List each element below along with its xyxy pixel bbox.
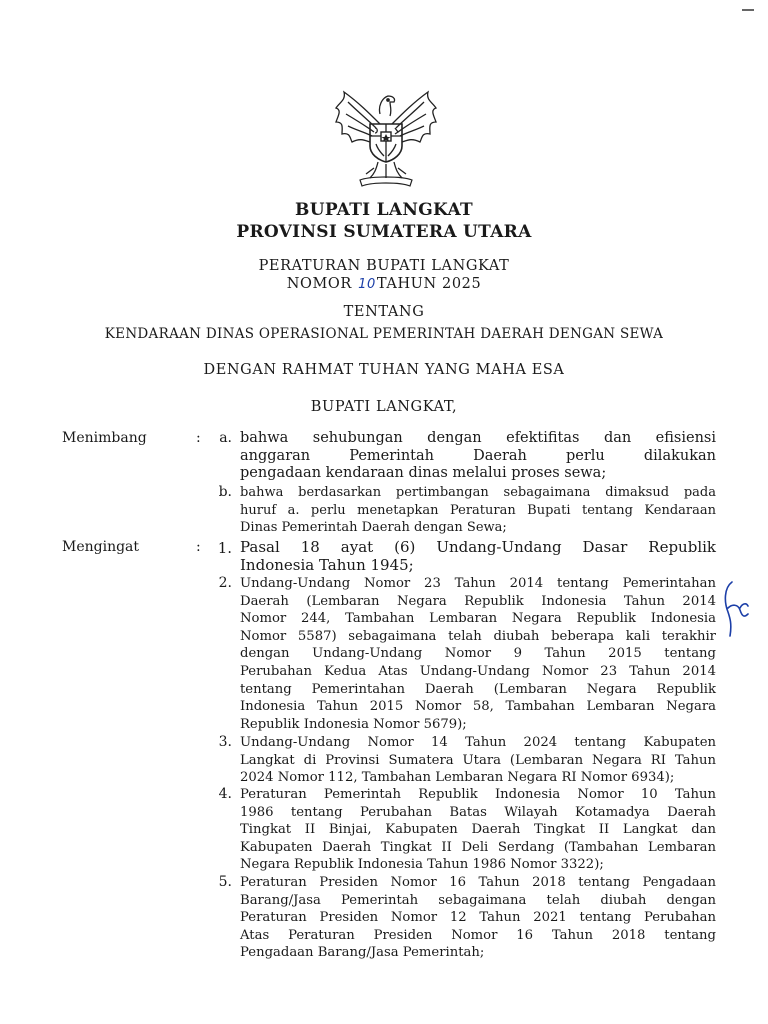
- text-line: Dinas Pemerintah Daerah dengan Sewa;: [240, 520, 507, 536]
- menimbang-marker-b: b.: [218, 484, 232, 500]
- text-line: Daerah (Lembaran Negara Republik Indonesia Tahun 2014: [240, 593, 716, 609]
- invocation: DENGAN RAHMAT TUHAN YANG MAHA ESA: [203, 362, 565, 378]
- mengingat-marker-1: 1.: [217, 539, 232, 557]
- mengingat-marker-3: 3.: [218, 734, 232, 750]
- text-line: Pasal 18 ayat (6) Undang-Undang Dasar Republik: [240, 538, 716, 556]
- text-line: bahwa sehubungan dengan efektifitas dan efisiensi: [240, 430, 716, 446]
- text-line: Tingkat II Binjai, Kabupaten Daerah Tingkat II Langkat dan: [240, 822, 716, 838]
- regulation-type: PERATURAN BUPATI LANGKAT: [258, 258, 510, 274]
- number-suffix: TAHUN 2025: [376, 276, 482, 292]
- text-line: Atas Peraturan Presiden Nomor 16 Tahun 2018 tentang: [240, 927, 716, 943]
- text-line: bahwa berdasarkan pertimbangan sebagaimana dimaksud pada: [240, 485, 716, 500]
- text-line: Barang/Jasa Pemerintah sebagaimana telah diubah dengan: [240, 892, 716, 908]
- text-line: dengan Undang-Undang Nomor 9 Tahun 2015 tentang: [240, 646, 716, 662]
- text-line: Langkat di Provinsi Sumatera Utara (Lembaran Negara RI Tahun: [240, 752, 716, 768]
- mengingat-marker-5: 5.: [218, 874, 232, 890]
- text-line: Peraturan Presiden Nomor 16 Tahun 2018 tentang Pengadaan: [240, 875, 716, 890]
- scan-mark: [742, 9, 754, 11]
- menimbang-label: Menimbang: [62, 430, 147, 446]
- issuer-title: BUPATI LANGKAT: [295, 200, 473, 220]
- number-prefix: NOMOR: [286, 276, 352, 292]
- mengingat-item-5: [240, 874, 716, 962]
- text-line: Nomor 244, Tambahan Lembaran Negara Republik Indonesia: [240, 611, 716, 627]
- text-line: Undang-Undang Nomor 14 Tahun 2024 tentang Kabupaten: [240, 735, 716, 750]
- text-line: Peraturan Presiden Nomor 12 Tahun 2021 tentang Perubahan: [240, 910, 716, 926]
- margin-initial-signature-icon: [718, 578, 752, 640]
- mengingat-item-2: [240, 575, 716, 733]
- issuer-province: PROVINSI SUMATERA UTARA: [236, 222, 532, 242]
- authority-line: BUPATI LANGKAT,: [310, 399, 458, 415]
- menimbang-item-a: [240, 430, 716, 483]
- text-line: 2024 Nomor 112, Tambahan Lembaran Negara RI Nomor 6934);: [240, 770, 675, 786]
- text-line: Perubahan Kedua Atas Undang-Undang Nomor 23 Tahun 2014: [240, 663, 716, 679]
- regulation-number: [0, 276, 768, 292]
- handwritten-number: 10: [358, 277, 376, 292]
- text-line: Indonesia Tahun 2015 Nomor 58, Tambahan Lembaran Negara: [240, 699, 716, 715]
- mengingat-marker-2: 2.: [218, 575, 232, 591]
- text-line: pengadaan kendaraan dinas melalui proses sewa;: [240, 465, 607, 482]
- text-line: Kabupaten Daerah Tingkat II Deli Serdang (Tambahan Lembaran: [240, 839, 716, 855]
- text-line: Nomor 5587) sebagaimana telah diubah beberapa kali terakhir: [240, 628, 716, 644]
- text-line: Republik Indonesia Nomor 5679);: [240, 716, 467, 732]
- menimbang-item-b: [240, 484, 716, 537]
- mengingat-marker-4: 4.: [218, 786, 232, 802]
- text-line: Negara Republik Indonesia Tahun 1986 Nomor 3322);: [240, 857, 604, 873]
- mengingat-colon: :: [196, 539, 201, 555]
- mengingat-item-3: [240, 734, 716, 787]
- menimbang-marker-a: a.: [219, 430, 232, 446]
- text-line: Peraturan Pemerintah Republik Indonesia Nomor 10 Tahun: [240, 787, 716, 802]
- text-line: huruf a. perlu menetapkan Peraturan Bupati tentang Kendaraan: [240, 502, 716, 518]
- about-label: TENTANG: [343, 304, 425, 320]
- text-line: 1986 tentang Perubahan Batas Wilayah Kotamadya Daerah: [240, 804, 716, 820]
- text-line: Indonesia Tahun 1945;: [240, 555, 414, 574]
- mengingat-item-1: [240, 539, 716, 574]
- garuda-emblem-icon: [330, 84, 442, 192]
- text-line: tentang Pemerintahan Daerah (Lembaran Negara Republik: [240, 681, 716, 697]
- text-line: Undang-Undang Nomor 23 Tahun 2014 tentang Pemerintahan: [240, 576, 716, 591]
- regulation-subject: KENDARAAN DINAS OPERASIONAL PEMERINTAH DAERAH DENGAN SEWA: [104, 326, 664, 342]
- text-line: Pengadaan Barang/Jasa Pemerintah;: [240, 945, 485, 961]
- menimbang-colon: :: [196, 430, 201, 446]
- mengingat-label: Mengingat: [62, 539, 140, 555]
- mengingat-item-4: [240, 786, 716, 874]
- text-line: anggaran Pemerintah Daerah perlu dilakukan: [240, 447, 716, 464]
